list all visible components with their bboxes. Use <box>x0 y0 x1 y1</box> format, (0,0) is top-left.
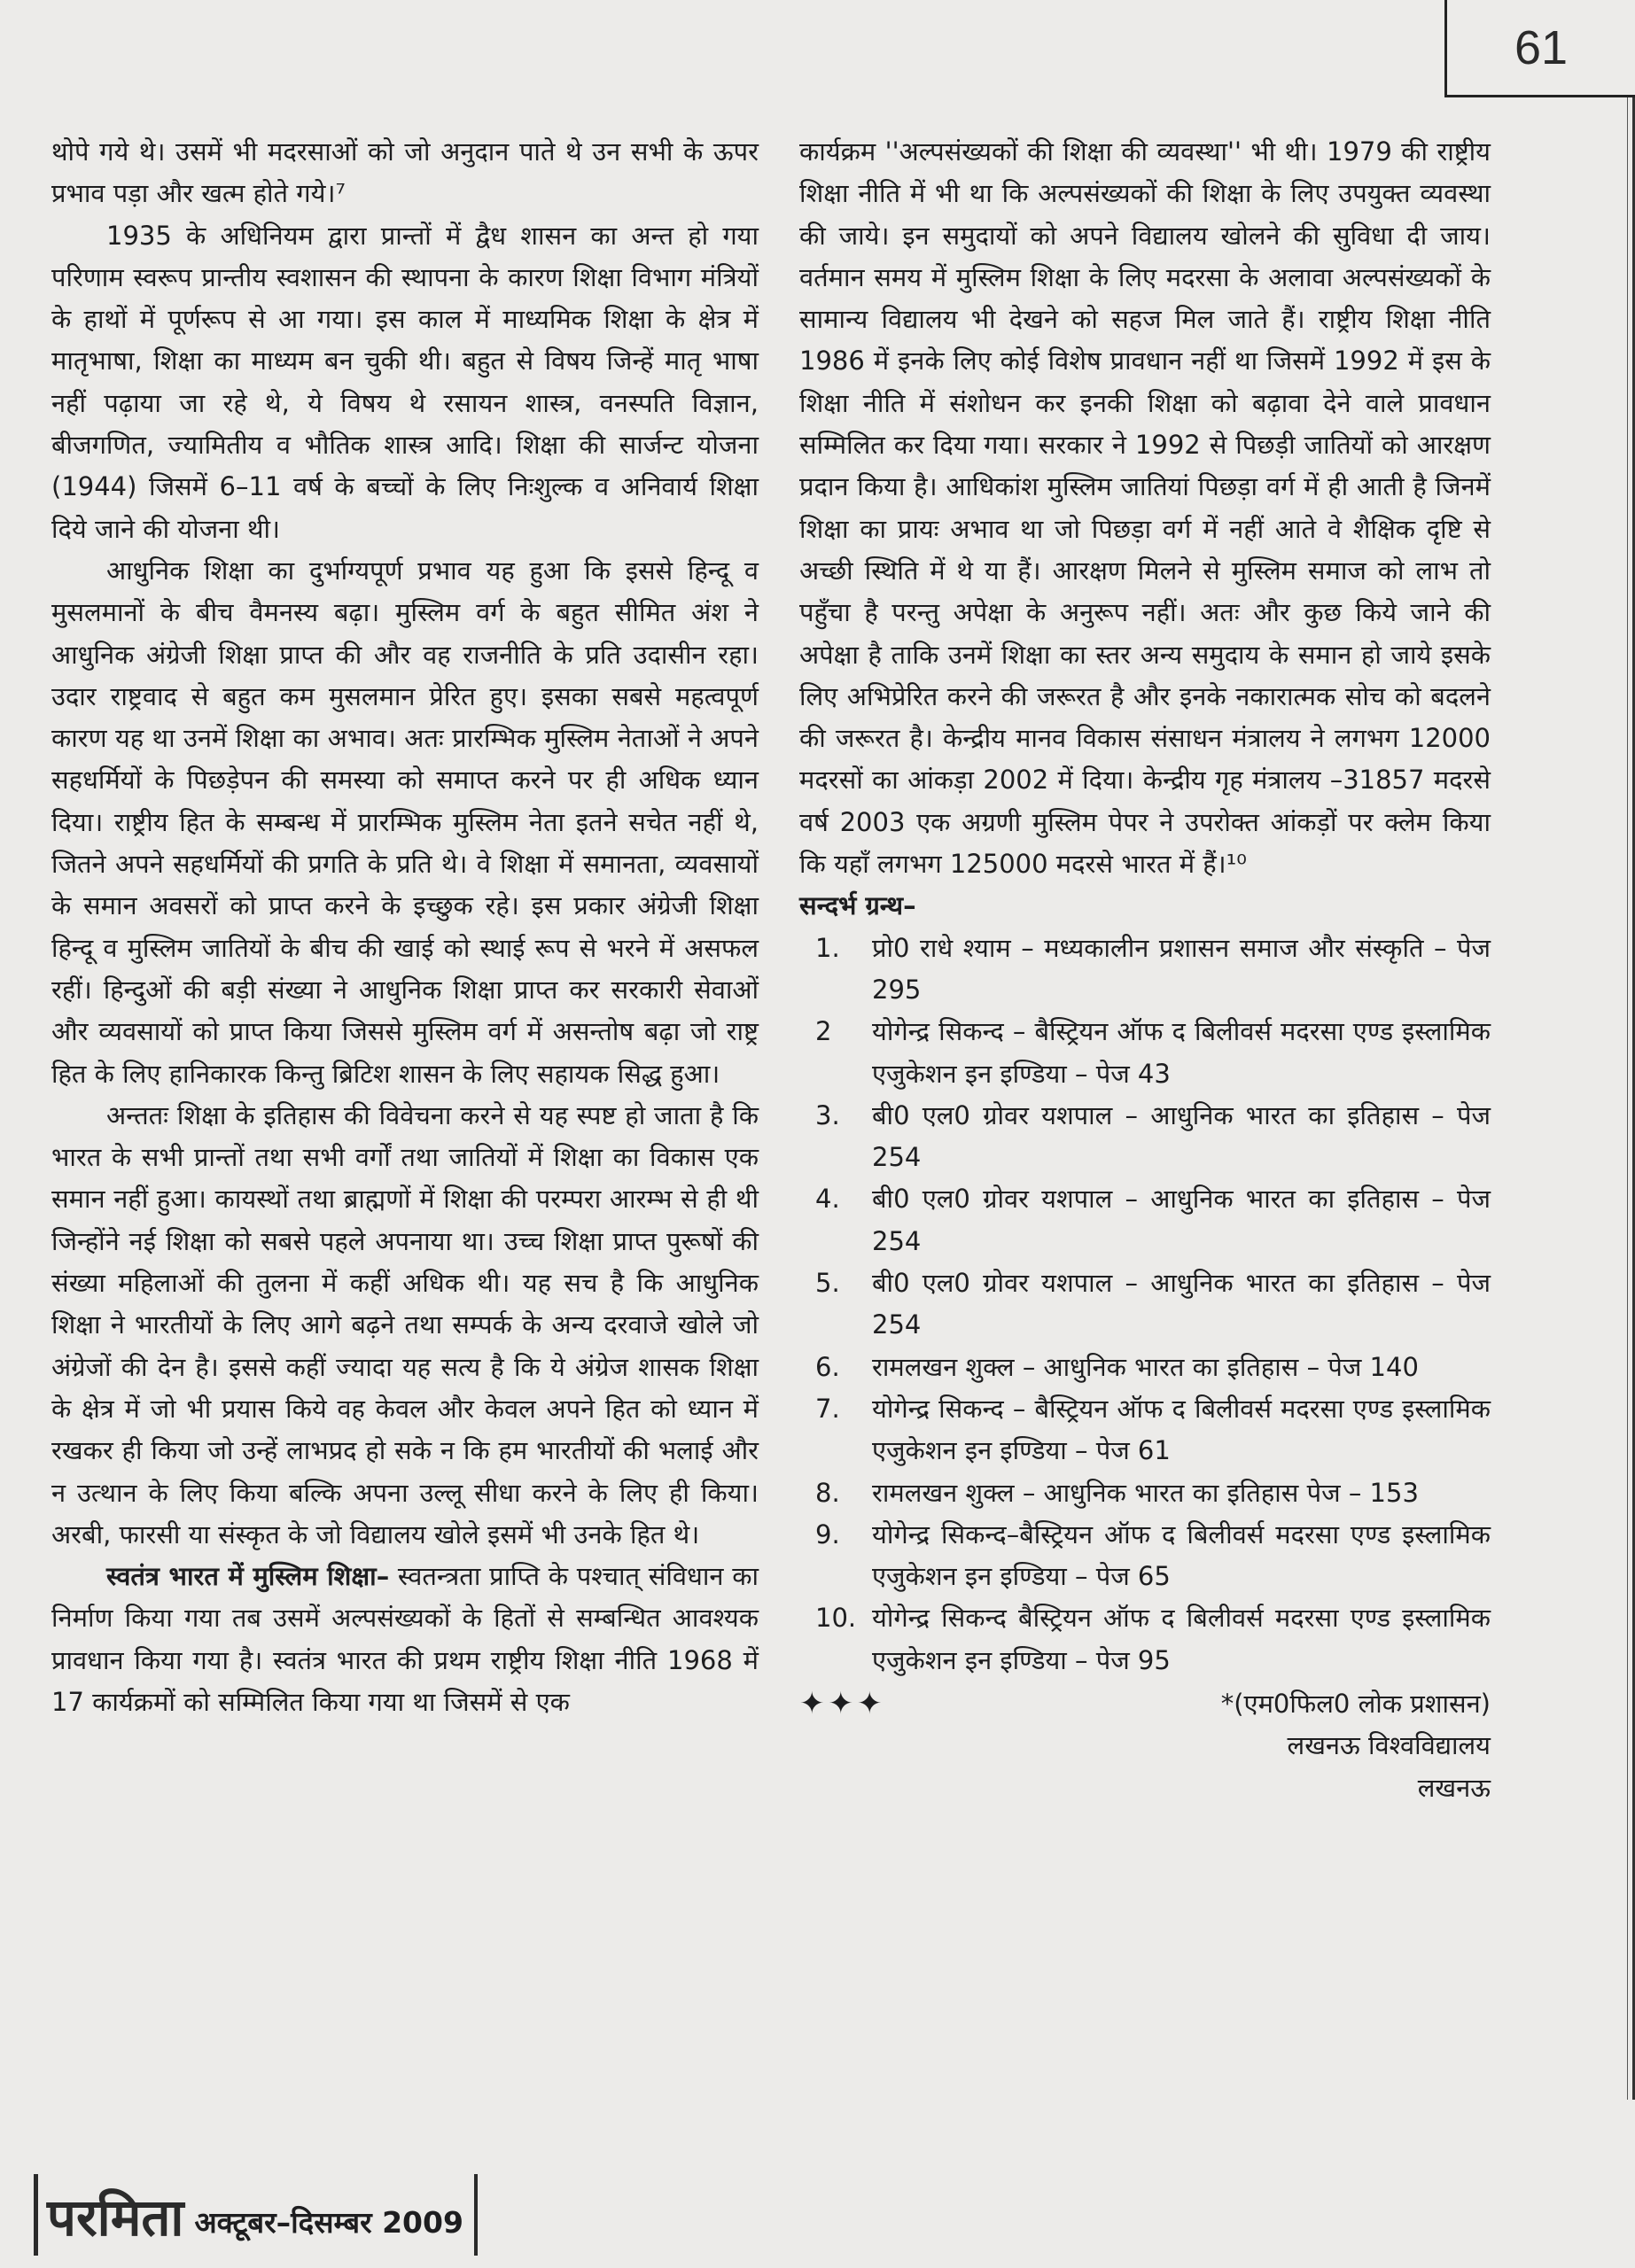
page-edge-rule-inner <box>1627 97 1628 2100</box>
left-column <box>51 131 759 1723</box>
reference-item <box>799 1262 1491 1347</box>
reference-text: बी0 एल0 ग्रोवर यशपाल – आधुनिक भारत का इतिहास – पेज 254 <box>872 1099 1491 1173</box>
page-number: 61 <box>1444 0 1635 97</box>
reference-number: 1. <box>815 932 840 963</box>
reference-text: रामलखन शुक्ल – आधुनिक भारत का इतिहास – पेज 140 <box>872 1351 1419 1382</box>
reference-number: 2 <box>815 1016 832 1047</box>
reference-text: बी0 एल0 ग्रोवर यशपाल – आधुनिक भारत का इतिहास – पेज 254 <box>872 1268 1491 1340</box>
footer-divider <box>474 2174 478 2256</box>
reference-item <box>799 1472 1491 1514</box>
section-heading: स्वतंत्र भारत में मुस्लिम शिक्षा– <box>106 1561 390 1592</box>
reference-number: 9. <box>815 1518 840 1550</box>
reference-item <box>799 928 1491 1012</box>
right-column <box>799 131 1491 1809</box>
reference-number: 6. <box>815 1351 840 1382</box>
affiliation-line: *(एम0फिल0 लोक प्रशासन) <box>1220 1688 1491 1719</box>
reference-item <box>799 1011 1491 1095</box>
reference-text: योगेन्द्र सिकन्द बैस्ट्रियन ऑफ द बिलीवर्स मदरसा एण्ड इस्लामिक एजुकेशन इन इण्डिया – पेज 95 <box>872 1603 1491 1675</box>
reference-number: 8. <box>815 1477 840 1508</box>
paragraph <box>51 1556 759 1723</box>
reference-item <box>799 1388 1491 1472</box>
magazine-name: परमिता <box>47 2186 184 2248</box>
reference-text: योगेन्द्र सिकन्द – बैस्ट्रियन ऑफ द बिलीवर्स मदरसा एण्ड इस्लामिक एजुकेशन इन इण्डिया – पेज 61 <box>872 1393 1491 1466</box>
references-title: सन्दर्भ ग्रन्थ– <box>799 890 916 921</box>
reference-text: योगेन्द्र सिकन्द–बैस्ट्रियन ऑफ द बिलीवर्स मदरसा एण्ड इस्लामिक एजुकेशन इन इण्डिया – पेज 65 <box>872 1518 1491 1592</box>
paragraph: कार्यक्रम ''अल्पसंख्यकों की शिक्षा की व्यवस्था'' भी थी। 1979 की राष्ट्रीय शिक्षा नीति में भी था कि अल्पसंख्यकों की शिक्षा के लिए उपयुक्त व्यवस्था की जाये। इन समुदायों को अपने विद्यालय खोलने की सुविधा दी जाय। वर्तमान समय में मुस्लिम शिक्षा के लिए मदरसा के अलावा अल्पसंख्यकों के सामान्य विद्यालय भी देखने को सहज मिल जाते हैं। राष्ट्रीय शिक्षा नीति 1986 में इनके लिए कोई विशेष प्रावधान नहीं था जिसमें 1992 में इस के शिक्षा नीति में संशोधन कर इनकी शिक्षा को बढ़ावा देने वाले प्रावधान सम्मिलित कर दिया गया। सरकार ने 1992 से पिछड़ी जातियों को आरक्षण प्रदान किया है। आधिकांश मुस्लिम जातियां पिछड़ा वर्ग में ही आती है जिनमें शिक्षा का प्रायः अभाव था जो पिछड़ा वर्ग में नहीं आते वे शैक्षिक दृष्टि से अच्छी स्थिति में थे या हैं। आरक्षण मिलने से मुस्लिम समाज को लाभ तो पहुँचा है परन्तु अपेक्षा के अनुरूप नहीं। अतः और कुछ किये जाने की अपेक्षा है ताकि उनमें शिक्षा का स्तर अन्य समुदाय के समान हो जाये इसके लिए अभिप्रेरित करने की जरूरत है और इनके नकारात्मक सोच को बदलने की जरूरत है। केन्द्रीय मानव विकास संसाधन मंत्रालय ने लगभग 12000 मदरसों का आंकड़ा 2002 में दिया। केन्द्रीय गृह मंत्रालय –31857 मदरसे वर्ष 2003 एक अग्रणी मुस्लिम पेपर ने उपरोक्त आंकड़ों पर क्लेम किया कि यहाँ लगभग 125000 मदरसे भारत में हैं।¹⁰ <box>799 136 1491 880</box>
affiliation-line: लखनऊ <box>1417 1772 1491 1803</box>
reference-item <box>799 1514 1491 1598</box>
author-affiliation <box>1221 1683 1491 1809</box>
issue-date: अक्टूबर–दिसम्बर 2009 <box>194 2204 463 2240</box>
reference-item <box>799 1178 1491 1262</box>
author-block <box>799 1683 1491 1809</box>
reference-number: 7. <box>815 1393 840 1424</box>
reference-number: 4. <box>815 1184 840 1215</box>
reference-number: 10. <box>815 1603 857 1634</box>
footer <box>34 2166 478 2264</box>
reference-number: 5. <box>815 1268 840 1299</box>
paragraph: थोपे गये थे। उसमें भी मदरसाओं को जो अनुदान पाते थे उन सभी के ऊपर प्रभाव पड़ा और खत्म होते गये।⁷ <box>51 136 759 209</box>
paragraph: आधुनिक शिक्षा का दुर्भाग्यपूर्ण प्रभाव यह हुआ कि इससे हिन्दू व मुसलमानों के बीच वैमनस्य बढ़ा। मुस्लिम वर्ग के बहुत सीमित अंश ने आधुनिक अंग्रेजी शिक्षा प्राप्त की और वह राजनीति के प्रति उदासीन रहा। उदार राष्ट्रवाद से बहुत कम मुसलमान प्रेरित हुए। इसका सबसे महत्वपूर्ण कारण यह था उनमें शिक्षा का अभाव। अतः प्रारम्भिक मुस्लिम नेताओं ने अपने सहधर्मियों के पिछड़ेपन की समस्या को समाप्त करने पर ही अधिक ध्यान दिया। राष्ट्रीय हित के सम्बन्ध में प्रारम्भिक मुस्लिम नेता इतने सचेत नहीं थे, जितने अपने सहधर्मियों की प्रगति के प्रति थे। वे शिक्षा में समानता, व्यवसायों के समान अवसरों को प्राप्त करने के इच्छुक रहे। इस प्रकार अंग्रेजी शिक्षा हिन्दू व मुस्लिम जातियों के बीच की खाई को स्थाई रूप से भरने में असफल रहीं। हिन्दुओं की बड़ी संख्या ने आधुनिक शिक्षा प्राप्त कर सरकारी सेवाओं और व्यवसायों को प्राप्त किया जिससे मुस्लिम वर्ग में असन्तोष बढ़ा जो राष्ट्र हित के लिए हानिकारक किन्तु ब्रिटिश शासन के लिए सहायक सिद्ध हुआ। <box>51 555 759 1089</box>
footer-divider <box>34 2174 38 2256</box>
paragraph: 1935 के अधिनियम द्वारा प्रान्तों में द्वैध शासन का अन्त हो गया परिणाम स्वरूप प्रान्तीय स्वशासन की स्थापना के कारण शिक्षा विभाग मंत्रियों के हाथों में पूर्णरूप से आ गया। इस काल में माध्यमिक शिक्षा के क्षेत्र में मातृभाषा, शिक्षा का माध्यम बन चुकी थी। बहुत से विषय जिन्हें मातृ भाषा नहीं पढ़ाया जा रहे थे, ये विषय थे रसायन शास्त्र, वनस्पति विज्ञान, बीजगणित, ज्यामितीय व भौतिक शास्त्र आदि। शिक्षा की सार्जन्ट योजना (1944) जिसमें 6–11 वर्ष के बच्चों के लिए निःशुल्क व अनिवार्य शिक्षा दिये जाने की योजना थी। <box>51 220 759 544</box>
reference-item <box>799 1347 1491 1388</box>
affiliation-line: लखनऊ विश्वविद्यालय <box>1287 1730 1491 1761</box>
reference-text: बी0 एल0 ग्रोवर यशपाल – आधुनिक भारत का इतिहास – पेज 254 <box>872 1184 1491 1256</box>
reference-item <box>799 1095 1491 1179</box>
paragraph-text: स्वतन्त्रता प्राप्ति के पश्चात् संविधान का निर्माण किया गया तब उसमें अल्पसंख्यकों के हितों से सम्बन्धित आवश्यक प्रावधान किया गया है। स्वतंत्र भारत की प्रथम राष्ट्रीय शिक्षा नीति 1968 में 17 कार्यक्रमों को सम्मिलित किया गया था जिसमें से एक <box>51 1561 759 1717</box>
reference-number: 3. <box>815 1099 840 1130</box>
paragraph: अन्ततः शिक्षा के इतिहास की विवेचना करने से यह स्पष्ट हो जाता है कि भारत के सभी प्रान्तों तथा सभी वर्गों तथा जातियों में शिक्षा का विकास एक समान नहीं हुआ। कायस्थों तथा ब्राह्मणों में शिक्षा की परम्परा आरम्भ से ही थी जिन्होंने नई शिक्षा को सबसे पहले अपनाया था। उच्च शिक्षा प्राप्त पुरूषों की संख्या महिलाओं की तुलना में कहीं अधिक थी। यह सच है कि आधुनिक शिक्षा ने भारतीयों के लिए आगे बढ़ने तथा सम्पर्क के अन्य दरवाजे खोले जो अंग्रेजों की देन है। इससे कहीं ज्यादा यह सत्य है कि ये अंग्रेज शासक शिक्षा के क्षेत्र में जो भी प्रयास किये वह केवल और केवल अपने हित को ध्यान में रखकर ही किया जो उन्हें लाभप्रद हो सके न कि हम भारतीयों की भलाई और न उत्थान के लिए किया बल्कि अपना उल्लू सीधा करने के लिए ही किया। अरबी, फारसी या संस्कृत के जो विद्यालय खोले इसमें भी उनके हित थे। <box>51 1099 759 1550</box>
reference-text: प्रो0 राधे श्याम – मध्यकालीन प्रशासन समाज और संस्कृति – पेज 295 <box>872 932 1491 1005</box>
references-list <box>799 928 1491 1682</box>
section-end-ornament: ✦✦✦ <box>799 1685 886 1721</box>
reference-item <box>799 1597 1491 1682</box>
reference-text: योगेन्द्र सिकन्द – बैस्ट्रियन ऑफ द बिलीवर्स मदरसा एण्ड इस्लामिक एजुकेशन इन इण्डिया – पेज 43 <box>872 1016 1491 1089</box>
reference-text: रामलखन शुक्ल – आधुनिक भारत का इतिहास पेज – 153 <box>872 1477 1419 1508</box>
